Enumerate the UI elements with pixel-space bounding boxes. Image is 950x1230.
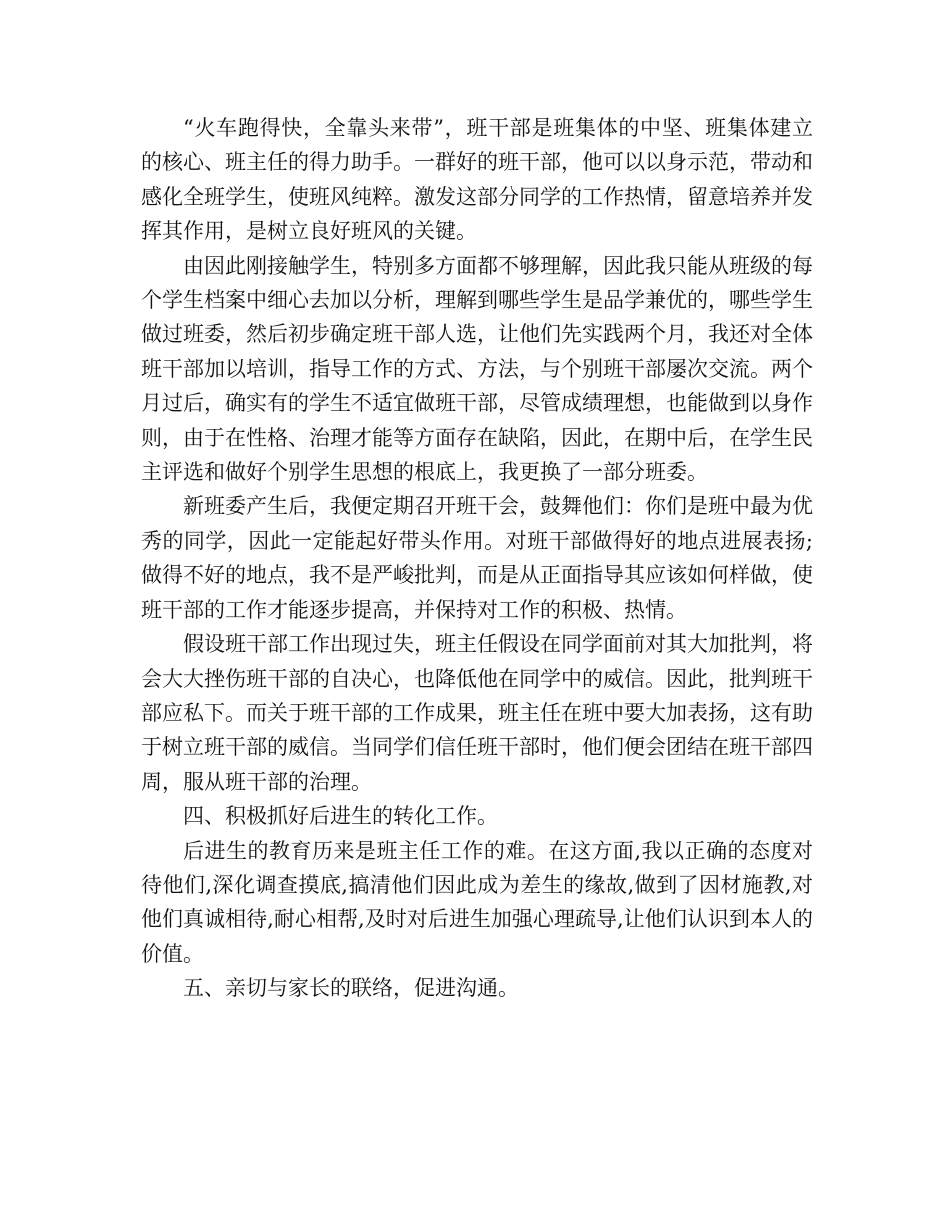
paragraph-leader-meetings: 新班委产生后，我便定期召开班干会，鼓舞他们：你们是班中最为优秀的同学，因此一定能起好带头作用。对班干部做得好的地点进展表扬;做得不好的地点，我不是严峻批判，而是从正面指导其应该如何样做，使班干部的工作才能逐步提高，并保持对工作的积极、热情。 [141, 494, 813, 622]
paragraph-criticism-praise: 假设班干部工作出现过失，班主任假设在同学面前对其大加批判，将会大大挫伤班干部的自决心，也降低他在同学中的威信。因此，批判班干部应私下。而关于班干部的工作成果，班主任在班中要大加表扬，这有助于树立班干部的威信。当同学们信任班干部时，他们便会团结在班干部四周，服从班干部的治理。 [141, 632, 813, 794]
paragraph-struggling-students: 后进生的教育历来是班主任工作的难。在这方面,我以正确的态度对待他们,深化调查摸底,搞清他们因此成为差生的缘故,做到了因材施教,对他们真诚相待,耐心相帮,及时对后进生加强心理疏导,让他们认识到本人的价值。 [141, 838, 813, 966]
section-heading-five: 五、亲切与家长的联络，促进沟通。 [183, 976, 519, 1001]
paragraph-selecting-leaders: 由因此刚接触学生，特别多方面都不够理解，因此我只能从班级的每个学生档案中细心去加以分析，理解到哪些学生是品学兼优的，哪些学生做过班委，然后初步确定班干部人选，让他们先实践两个月，我还对全体班干部加以培训，指导工作的方式、方法，与个别班干部屡次交流。两个月过后，确实有的学生不适宜做班干部，尽管成绩理想，也能做到以身作则，由于在性格、治理才能等方面存在缺陷，因此，在期中后，在学生民主评选和做好个别学生思想的根底上，我更换了一部分班委。 [141, 253, 813, 485]
section-heading-four: 四、积极抓好后进生的转化工作。 [183, 804, 498, 829]
document-page [141, 111, 813, 1006]
paragraph-class-leaders-role: “火车跑得快，全靠头来带”，班干部是班集体的中坚、班集体建立的核心、班主任的得力助手。一群好的班干部，他可以以身示范，带动和感化全班学生，使班风纯粹。激发这部分同学的工作热情，留意培养并发挥其作用，是树立良好班风的关键。 [141, 116, 813, 244]
